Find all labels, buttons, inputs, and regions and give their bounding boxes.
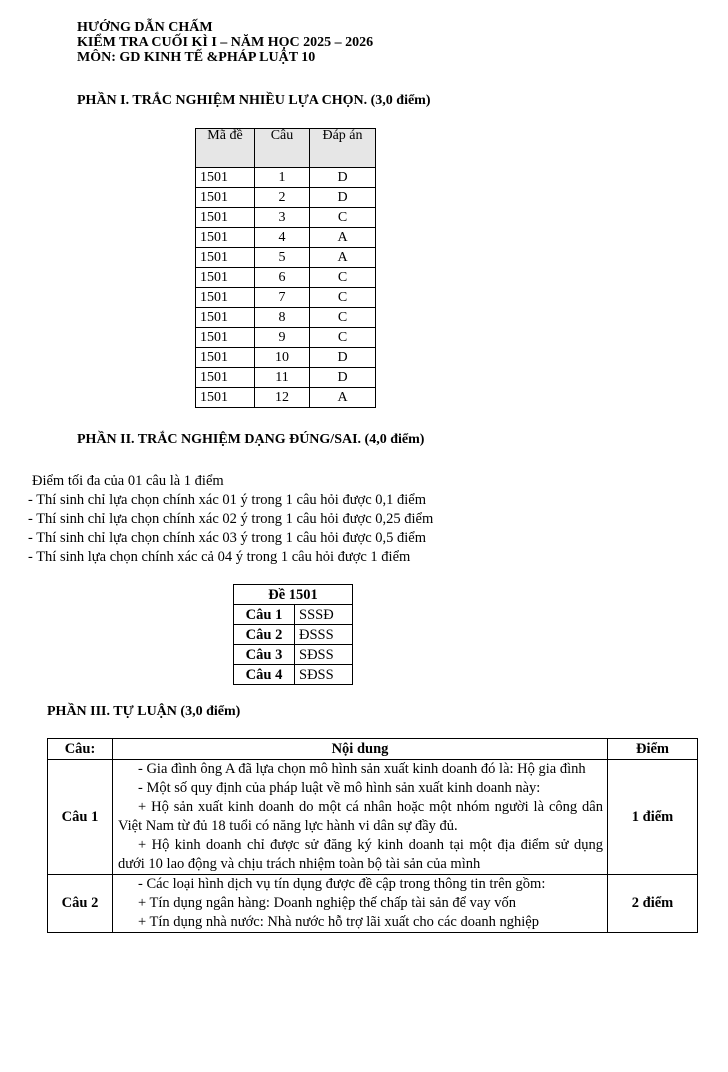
table-row xyxy=(196,268,376,288)
cau-cell: 1 xyxy=(255,168,310,188)
table-row xyxy=(196,208,376,228)
rule-line: - Thí sinh lựa chọn chính xác cả 04 ý trong 1 câu hỏi được 1 điểm xyxy=(28,549,411,565)
table-row xyxy=(196,248,376,268)
table-row xyxy=(48,875,698,933)
col-header-diem: Điểm xyxy=(608,739,698,760)
table-row xyxy=(196,228,376,248)
answer-cell: SĐSS xyxy=(295,645,353,665)
cau-cell: 3 xyxy=(255,208,310,228)
table-row xyxy=(196,288,376,308)
answer-cell: SSSĐ xyxy=(295,605,353,625)
part2-table-title: Đề 1501 xyxy=(234,585,353,605)
part1-table-body xyxy=(196,168,376,408)
points-cell: 1 điểm xyxy=(608,760,698,875)
dap-an-cell: D xyxy=(310,168,376,188)
col-header-dap-an: Đáp án xyxy=(310,129,376,168)
content-paragraph: + Hộ sản xuất kinh doanh do một cá nhân hoặc một nhóm người là công dân Việt Nam từ đủ 18 tuổi có năng lực hành vi dân sự đầy đủ. xyxy=(118,799,603,834)
ma-de-cell: 1501 xyxy=(196,308,255,328)
content-paragraph: + Tín dụng ngân hàng: Doanh nghiệp thế chấp tài sản để vay vốn xyxy=(138,895,516,911)
ma-de-cell: 1501 xyxy=(196,368,255,388)
ma-de-cell: 1501 xyxy=(196,248,255,268)
content-paragraph: - Các loại hình dịch vụ tín dụng được đề cập trong thông tin trên gồm: xyxy=(138,876,546,892)
ma-de-cell: 1501 xyxy=(196,208,255,228)
question-cell: Câu 3 xyxy=(234,645,295,665)
header-line-1: HƯỚNG DẪN CHẤM xyxy=(77,20,213,35)
header-line-2: KIỂM TRA CUỐI KÌ I – NĂM HỌC 2025 – 2026 xyxy=(77,35,374,50)
content-cell xyxy=(113,875,608,933)
header-line-3: MÔN: GD KINH TẾ &PHÁP LUẬT 10 xyxy=(77,50,316,65)
dap-an-cell: A xyxy=(310,388,376,408)
col-header-cau: Câu xyxy=(255,129,310,168)
part3-table-body xyxy=(48,760,698,933)
question-label: Câu 2 xyxy=(48,875,113,933)
ma-de-cell: 1501 xyxy=(196,188,255,208)
col-header-cau: Câu: xyxy=(48,739,113,760)
ma-de-cell: 1501 xyxy=(196,268,255,288)
part1-answer-table xyxy=(195,128,376,408)
cau-cell: 2 xyxy=(255,188,310,208)
answer-cell: SĐSS xyxy=(295,665,353,685)
cau-cell: 12 xyxy=(255,388,310,408)
dap-an-cell: C xyxy=(310,328,376,348)
cau-cell: 9 xyxy=(255,328,310,348)
col-header-ma-de: Mã đề xyxy=(196,129,255,168)
dap-an-cell: C xyxy=(310,268,376,288)
table-row xyxy=(196,348,376,368)
ma-de-cell: 1501 xyxy=(196,388,255,408)
dap-an-cell: C xyxy=(310,208,376,228)
question-label: Câu 1 xyxy=(48,760,113,875)
dap-an-cell: C xyxy=(310,308,376,328)
content-paragraph: + Hộ kinh doanh chỉ được sử đăng ký kinh doanh tại một địa điểm sử dụng dưới 10 lao động và chịu trách nhiệm toàn bộ tài sản của mình xyxy=(118,837,603,872)
part3-essay-table xyxy=(47,738,698,933)
question-cell: Câu 2 xyxy=(234,625,295,645)
cau-cell: 4 xyxy=(255,228,310,248)
part2-title: PHẦN II. TRẮC NGHIỆM DẠNG ĐÚNG/SAI. (4,0 điểm) xyxy=(77,432,425,447)
table-row xyxy=(196,368,376,388)
cau-cell: 6 xyxy=(255,268,310,288)
part2-table-body xyxy=(234,605,353,685)
ma-de-cell: 1501 xyxy=(196,168,255,188)
table-row xyxy=(234,645,353,665)
cau-cell: 8 xyxy=(255,308,310,328)
points-cell: 2 điểm xyxy=(608,875,698,933)
rule-line: Điểm tối đa của 01 câu là 1 điểm xyxy=(32,473,224,489)
cau-cell: 5 xyxy=(255,248,310,268)
table-row xyxy=(196,168,376,188)
cau-cell: 11 xyxy=(255,368,310,388)
ma-de-cell: 1501 xyxy=(196,288,255,308)
table-row xyxy=(196,328,376,348)
dap-an-cell: A xyxy=(310,248,376,268)
part2-scoring-rules xyxy=(28,472,433,567)
ma-de-cell: 1501 xyxy=(196,328,255,348)
content-paragraph: - Một số quy định của pháp luật về mô hình sản xuất kinh doanh này: xyxy=(138,780,541,796)
col-header-noi-dung: Nội dung xyxy=(113,739,608,760)
answer-cell: ĐSSS xyxy=(295,625,353,645)
part3-title: PHẦN III. TỰ LUẬN (3,0 điểm) xyxy=(47,704,241,719)
dap-an-cell: C xyxy=(310,288,376,308)
table-row xyxy=(234,625,353,645)
part1-title: PHẦN I. TRẮC NGHIỆM NHIỀU LỰA CHỌN. (3,0 điểm) xyxy=(77,93,431,108)
table-row xyxy=(196,308,376,328)
dap-an-cell: D xyxy=(310,188,376,208)
table-row xyxy=(48,760,698,875)
table-row xyxy=(234,605,353,625)
dap-an-cell: A xyxy=(310,228,376,248)
cau-cell: 10 xyxy=(255,348,310,368)
rule-line: - Thí sinh chỉ lựa chọn chính xác 01 ý trong 1 câu hỏi được 0,1 điểm xyxy=(28,492,427,508)
dap-an-cell: D xyxy=(310,348,376,368)
ma-de-cell: 1501 xyxy=(196,228,255,248)
table-row xyxy=(234,665,353,685)
content-cell xyxy=(113,760,608,875)
cau-cell: 7 xyxy=(255,288,310,308)
document-header xyxy=(77,20,373,65)
table-row xyxy=(196,388,376,408)
ma-de-cell: 1501 xyxy=(196,348,255,368)
content-paragraph: + Tín dụng nhà nước: Nhà nước hỗ trợ lãi xuất cho các doanh nghiệp xyxy=(138,914,539,930)
table-row xyxy=(196,188,376,208)
question-cell: Câu 4 xyxy=(234,665,295,685)
rule-line: - Thí sinh chỉ lựa chọn chính xác 02 ý trong 1 câu hỏi được 0,25 điểm xyxy=(28,511,434,527)
rule-line: - Thí sinh chỉ lựa chọn chính xác 03 ý trong 1 câu hỏi được 0,5 điểm xyxy=(28,530,427,546)
content-paragraph: - Gia đình ông A đã lựa chọn mô hình sản xuất kinh doanh đó là: Hộ gia đình xyxy=(138,761,586,777)
part2-answer-table xyxy=(233,584,353,685)
dap-an-cell: D xyxy=(310,368,376,388)
question-cell: Câu 1 xyxy=(234,605,295,625)
